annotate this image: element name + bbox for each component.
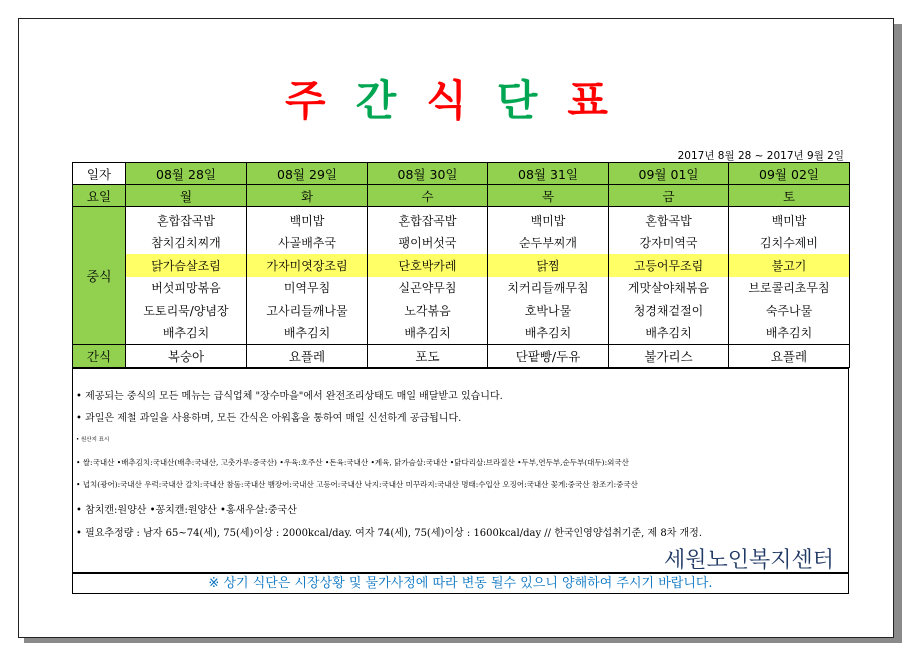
menu-item: 혼합잡곡밥 xyxy=(368,207,488,232)
menu-item: 배추김치 xyxy=(368,322,488,345)
snack-label: 간식 xyxy=(73,345,126,368)
note-origin-fish: • 넙치(광어):국내산 우럭:국내산 갈치:국내산 참돔:국내산 뱀장어:국내산 고등어:국내산 낙지:국내산 미꾸라지:국내산 명태:수입산 오징어:국내산 꽃게:중국산 참조기:중국산 xyxy=(76,480,638,489)
footer-notice: ※ 상기 식단은 시장상황 및 물가사정에 따라 변동 될수 있으니 양해하여 주시기 바랍니다. xyxy=(72,572,849,594)
note-origin-heading: • 원산지 표시 xyxy=(76,437,110,443)
date-cell: 09월 02일 xyxy=(729,163,850,185)
menu-item: 순두부찌개 xyxy=(488,232,609,255)
snack-item: 단팥빵/두유 xyxy=(488,345,609,368)
menu-period: 2017년 8월 28 ~ 2017년 9월 2일 xyxy=(677,150,844,162)
weekday-cell: 월 xyxy=(126,185,247,207)
menu-item: 배추김치 xyxy=(126,322,247,345)
menu-item: 팽이버섯국 xyxy=(368,232,488,255)
page-title xyxy=(0,68,907,128)
weekday-cell: 토 xyxy=(729,185,850,207)
lunch-row-2 xyxy=(73,232,850,255)
snack-item: 불가리스 xyxy=(609,345,729,368)
menu-item: 닭가슴살조림 xyxy=(126,254,247,277)
title-char: 단 xyxy=(496,76,552,125)
menu-item: 배추김치 xyxy=(609,322,729,345)
date-cell: 08월 30일 xyxy=(368,163,488,185)
menu-item: 숙주나물 xyxy=(729,299,850,322)
note-fruit: • 과일은 제철 과일을 사용하며, 모든 간식은 아워홈을 통하여 매일 신선하게 공급됩니다. xyxy=(76,413,462,424)
weekday-cell: 화 xyxy=(247,185,368,207)
note-origin-meat: • 쌀:국내산 •배추김치:국내산(배추:국내산, 고춧가루:중국산) •우육:호주산 •돈육:국내산 •계육, 닭가슴살:국내산 •닭다리살:브라질산 •두부,연두부,순두부(대두):외국산 xyxy=(76,458,629,467)
title-char: 주 xyxy=(285,76,340,125)
menu-item: 강자미역국 xyxy=(609,232,729,255)
weekday-row xyxy=(73,185,850,207)
organization-name: 세원노인복지센터 xyxy=(663,548,834,573)
date-cell: 08월 31일 xyxy=(488,163,609,185)
note-origin-canned: • 참치캔:원양산 •꽁치캔:원양산 •홍새우살:중국산 xyxy=(76,505,297,516)
weekday-cell: 금 xyxy=(609,185,729,207)
menu-item: 혼합잡곡밥 xyxy=(126,207,247,232)
lunch-row-3-highlighted xyxy=(73,254,850,277)
date-cell: 08월 28일 xyxy=(126,163,247,185)
menu-item: 가자미엿장조림 xyxy=(247,254,368,277)
menu-item: 닭찜 xyxy=(488,254,609,277)
menu-item: 김치수제비 xyxy=(729,232,850,255)
lunch-label: 중식 xyxy=(73,207,126,345)
weekday-label: 요일 xyxy=(73,185,126,207)
menu-item: 사골배추국 xyxy=(247,232,368,255)
menu-item: 실곤약무침 xyxy=(368,277,488,300)
menu-item: 게맛살야채볶음 xyxy=(609,277,729,300)
snack-row xyxy=(73,345,850,368)
menu-item: 청경채겉절이 xyxy=(609,299,729,322)
weekday-cell: 수 xyxy=(368,185,488,207)
menu-item: 단호박카레 xyxy=(368,254,488,277)
notes-panel xyxy=(72,367,849,573)
lunch-row-5 xyxy=(73,299,850,322)
menu-item: 배추김치 xyxy=(247,322,368,345)
note-calories: • 필요추정량 : 남자 65~74(세), 75(세)이상 : 2000kcal/day. 여자 74(세), 75(세)이상 : 1600kcal/day // 한국인영양섭취기준, 제 8차 개정. xyxy=(76,528,703,539)
menu-item: 혼합곡밥 xyxy=(609,207,729,232)
menu-item: 백미밥 xyxy=(729,207,850,232)
title-char: 식 xyxy=(426,76,481,125)
lunch-row-6 xyxy=(73,322,850,345)
title-char: 간 xyxy=(355,76,411,125)
weekday-cell: 목 xyxy=(488,185,609,207)
menu-item: 백미밥 xyxy=(488,207,609,232)
snack-item: 포도 xyxy=(368,345,488,368)
snack-item: 요플레 xyxy=(729,345,850,368)
date-row xyxy=(73,163,850,185)
menu-item: 도토리묵/양념장 xyxy=(126,299,247,322)
note-delivery: • 제공되는 중식의 모든 메뉴는 급식업체 "장수마을"에서 완전조리상태도 매일 배달받고 있습니다. xyxy=(76,391,503,402)
snack-item: 복숭아 xyxy=(126,345,247,368)
date-label: 일자 xyxy=(73,163,126,185)
menu-item: 노각볶음 xyxy=(368,299,488,322)
lunch-row-4 xyxy=(73,277,850,300)
menu-item: 호박나물 xyxy=(488,299,609,322)
menu-item: 백미밥 xyxy=(247,207,368,232)
menu-item: 버섯피망볶음 xyxy=(126,277,247,300)
menu-item: 브로콜리초무침 xyxy=(729,277,850,300)
menu-item: 불고기 xyxy=(729,254,850,277)
menu-item: 고등어무조림 xyxy=(609,254,729,277)
menu-item: 배추김치 xyxy=(729,322,850,345)
menu-item: 치커리들깨무침 xyxy=(488,277,609,300)
menu-item: 미역무침 xyxy=(247,277,368,300)
weekly-menu-table xyxy=(72,162,850,368)
menu-item: 고사리들깨나물 xyxy=(247,299,368,322)
date-cell: 08월 29일 xyxy=(247,163,368,185)
title-char: 표 xyxy=(567,76,622,125)
lunch-row-1 xyxy=(73,207,850,232)
menu-item: 참치김치찌개 xyxy=(126,232,247,255)
date-cell: 09월 01일 xyxy=(609,163,729,185)
snack-item: 요플레 xyxy=(247,345,368,368)
menu-item: 배추김치 xyxy=(488,322,609,345)
